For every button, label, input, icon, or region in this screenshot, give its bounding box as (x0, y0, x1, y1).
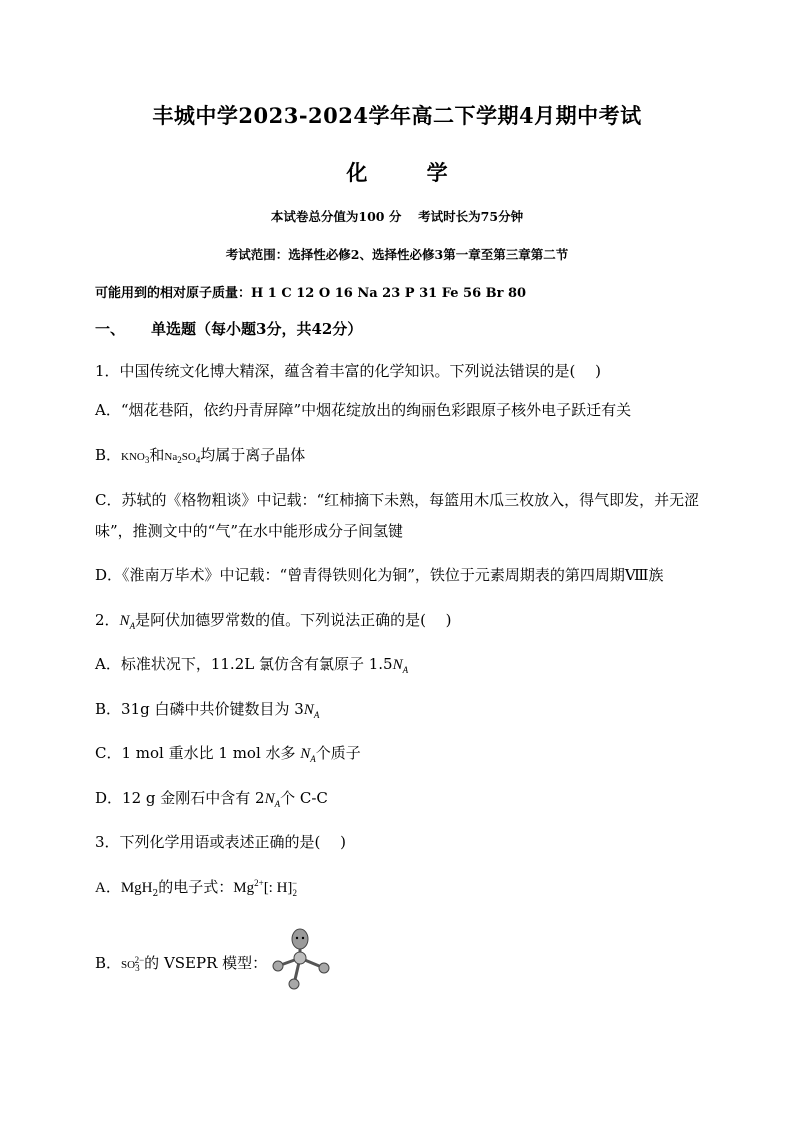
section-number: 一、 (95, 320, 126, 338)
q1-option-c-line2: 味”，推测文中的“气”在水中能形成分子间氢键 (95, 522, 404, 540)
q1-option-c-line1: C．苏轼的《格物粗谈》中记载：“红柿摘下未熟，每篮用木瓜三枚放入，得气即发，并无涩 (95, 491, 700, 509)
q2-stem-text: 是阿伏加德罗常数的值。下列说法正确的是( ) (135, 611, 452, 629)
q1-option-b (95, 444, 305, 465)
exam-info-scope: 考试范围：选择性必修2、选择性必修3第一章至第三章第二节 (225, 247, 569, 262)
exam-info-score-time: 本试卷总分值为100 分 考试时长为75分钟 (270, 209, 524, 224)
vsepr-model-icon (268, 926, 334, 992)
q1-option-b-prefix: B． (95, 446, 122, 464)
section-heading (95, 318, 362, 339)
section-title: 单选题（每小题3分，共42分） (151, 320, 363, 338)
q2-number: 2． (95, 611, 120, 629)
q1-formula-na2so4: $Na_2SO_4$ (164, 451, 201, 466)
q1-formula-kno3: $KNO_3$ (121, 451, 150, 466)
q3-option-b: B．$SO_3^{2-}$的 VSEPR 模型： (95, 954, 268, 974)
exam-title: 丰城中学2023-2024学年高二下学期4月期中考试 (152, 103, 642, 128)
atomic-masses: 可能用到的相对原子质量：H 1 C 12 O 16 Na 23 P 31 Fe 56 Br 80 (95, 286, 527, 301)
q2-stem (95, 609, 452, 630)
q2-option-c: C．1 mol 重水比 1 mol 水多 $N_A$个质子 (95, 744, 361, 764)
q1-option-a: A．“烟花巷陌，依约丹青屏障”中烟花绽放出的绚丽色彩跟原子核外电子跃迁有关 (95, 401, 632, 419)
subject-title: 化 学 (346, 160, 474, 185)
q1-option-b-suffix: 均属于离子晶体 (200, 446, 306, 464)
q1-option-b-mid: 和 (149, 446, 165, 464)
q2-option-a: A．标准状况下，11.2L 氯仿含有氯原子 $1.5N_A$ (95, 655, 409, 675)
q2-option-b: B．31g 白磷中共价键数目为 $3N_A$ (95, 700, 320, 720)
mgh2-electron-formula: $Mg^{2+}$[: $H]_2^-$ (233, 878, 298, 898)
q3-option-a: A．MgH$_2$的电子式：$Mg^{2+}$[: $H]_2^-$ (95, 878, 298, 899)
q3-stem: 3．下列化学用语或表述正确的是( ) (95, 833, 347, 851)
q1-option-d: D．《淮南万毕术》中记载：“曾青得铁则化为铜”，铁位于元素周期表的第四周期Ⅷ族 (95, 566, 664, 584)
so3-ion-formula: $SO_3^{2-}$ (121, 955, 145, 974)
q2-option-d: D．12 g 金刚石中含有 $2N_A$个 C-C (95, 789, 328, 809)
q2-na-symbol: $N_A$ (119, 613, 136, 631)
q1-stem: 1．中国传统文化博大精深，蕴含着丰富的化学知识。下列说法错误的是( ) (95, 362, 602, 380)
